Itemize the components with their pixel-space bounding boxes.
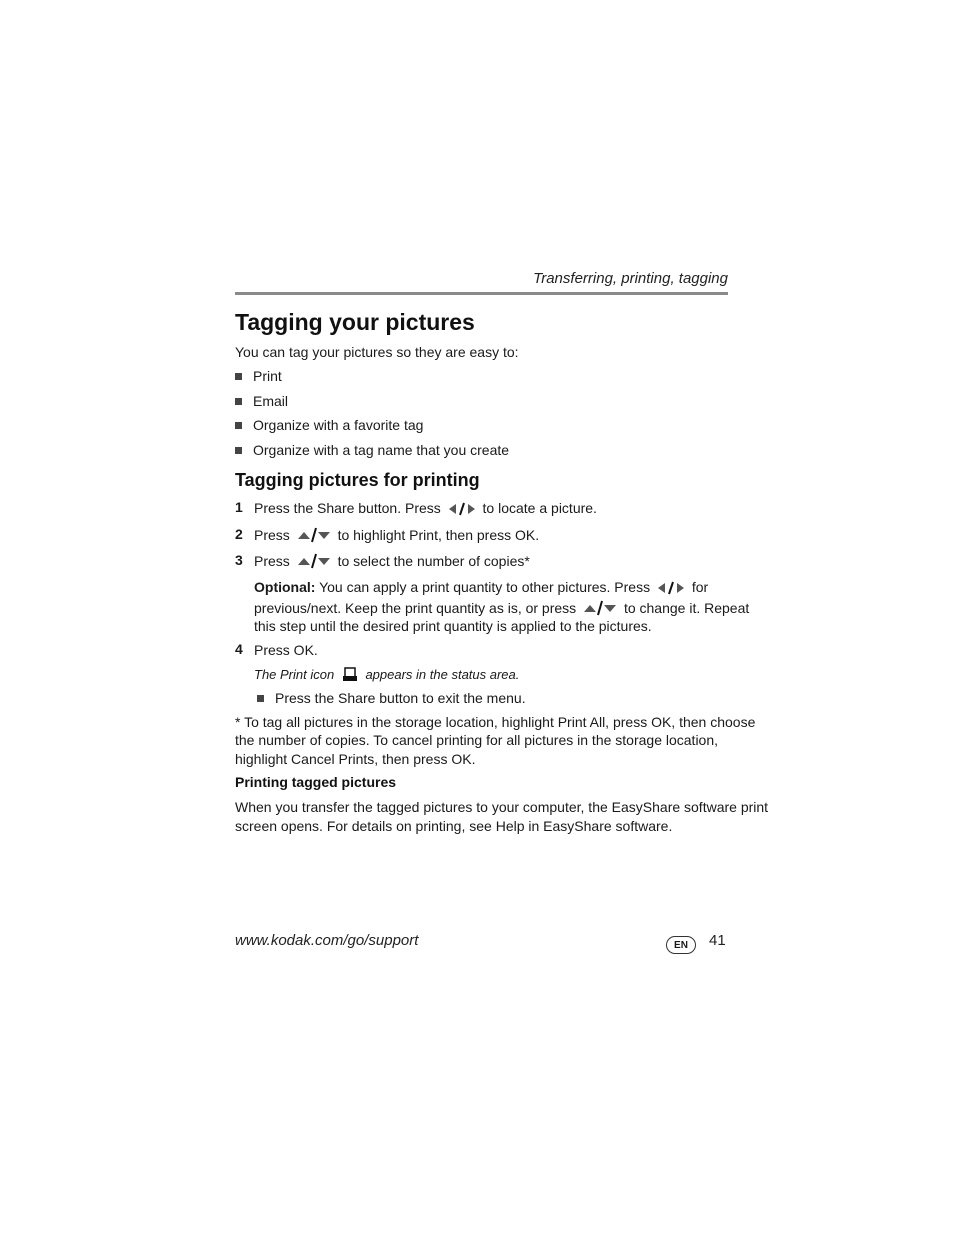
header-section-title: Transferring, printing, tagging xyxy=(533,270,728,287)
step-text: Press to select the number of copies* xyxy=(254,553,530,569)
optional-line-3: this step until the desired print quantity is applied to the pictures. xyxy=(254,618,652,634)
step-number: 1 xyxy=(235,499,243,515)
left-right-arrows-icon xyxy=(448,501,476,517)
step-text: Press OK. xyxy=(254,642,318,658)
bullet-square-icon xyxy=(235,373,242,380)
support-link[interactable]: www.kodak.com/go/support xyxy=(235,932,419,949)
list-item: Press the Share button to exit the menu. xyxy=(257,689,526,708)
bullet-square-icon xyxy=(257,695,264,702)
printing-tagged-line-1: When you transfer the tagged pictures to your computer, the EasyShare software print xyxy=(235,799,769,815)
list-item: Organize with a favorite tag xyxy=(235,416,423,435)
intro-text: You can tag your pictures so they are easy to: xyxy=(235,344,519,360)
list-item: Print xyxy=(235,367,282,386)
print-icon-note: The Print icon appears in the status area. xyxy=(254,667,520,682)
header-rule xyxy=(235,292,728,295)
bullet-square-icon xyxy=(235,447,242,454)
print-icon xyxy=(341,667,359,683)
step-text: Press to highlight Print, then press OK. xyxy=(254,527,540,543)
page-title: Tagging your pictures xyxy=(235,309,475,335)
step-number: 4 xyxy=(235,641,243,657)
page-number: 41 xyxy=(709,932,726,949)
step-text: Press the Share button. Press to locate a picture. xyxy=(254,500,597,516)
footnote-line-2: the number of copies. To cancel printing for all pictures in the storage location, xyxy=(235,732,719,748)
list-item: Email xyxy=(235,392,288,411)
left-right-arrows-icon xyxy=(657,580,685,596)
step-number: 2 xyxy=(235,526,243,542)
up-down-arrows-icon xyxy=(297,526,331,544)
footnote-line-1: * To tag all pictures in the storage location, highlight Print All, press OK, then choose xyxy=(235,714,756,730)
language-badge: EN xyxy=(666,936,696,954)
printing-tagged-line-2: screen opens. For details on printing, see Help in EasyShare software. xyxy=(235,818,673,834)
up-down-arrows-icon xyxy=(583,599,617,617)
subsection-title: Tagging pictures for printing xyxy=(235,470,480,490)
optional-line-1: Optional: You can apply a print quantity to other pictures. Press for xyxy=(254,579,709,595)
printing-tagged-title: Printing tagged pictures xyxy=(235,774,397,790)
footnote-line-3: highlight Cancel Prints, then press OK. xyxy=(235,751,476,767)
optional-line-2: previous/next. Keep the print quantity as is, or press to change it. Repeat xyxy=(254,600,750,616)
bullet-square-icon xyxy=(235,422,242,429)
step-number: 3 xyxy=(235,552,243,568)
bullet-square-icon xyxy=(235,398,242,405)
list-item: Organize with a tag name that you create xyxy=(235,441,509,460)
up-down-arrows-icon xyxy=(297,552,331,570)
